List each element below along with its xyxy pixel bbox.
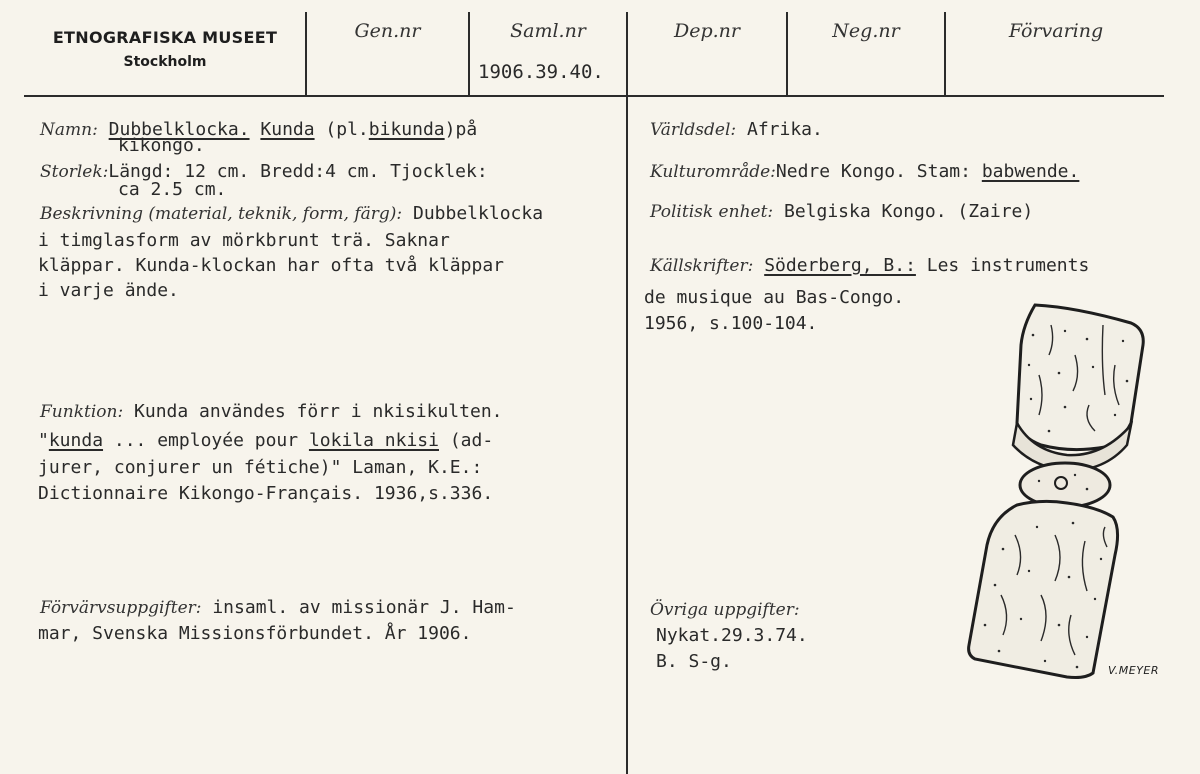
- namn-line-2: kikongo.: [118, 135, 205, 156]
- funktion-label: Funktion:: [40, 402, 124, 422]
- double-bell-drawing: [955, 295, 1160, 680]
- gen-nr-label: Gen.nr: [354, 20, 421, 42]
- column-divider-3: [626, 12, 628, 774]
- forvarv-line-2: mar, Svenska Missionsförbundet. År 1906.: [38, 623, 472, 644]
- forvarv-value-1: insaml. av missionär J. Ham-: [212, 597, 516, 618]
- kallskrifter-line-3: 1956, s.100-104.: [644, 313, 818, 334]
- funktion-line: [40, 400, 503, 424]
- forvarv-line: [40, 596, 516, 620]
- namn-value-4: bikunda: [368, 119, 445, 140]
- header-divider: [24, 95, 1164, 97]
- namn-line: [40, 118, 477, 142]
- storlek-value-1: Längd: 12 cm. Bredd:4 cm. Tjocklek:: [108, 161, 488, 182]
- kallskrifter-value-1: Les instruments: [915, 255, 1090, 276]
- namn-value-1: Dubbelklocka.: [108, 119, 250, 140]
- politisk-label: Politisk enhet:: [650, 202, 774, 222]
- politisk-line: [650, 200, 1033, 224]
- kallskrifter-label: Källskrifter:: [650, 256, 754, 276]
- varldsdel-value: Afrika.: [746, 119, 823, 140]
- museum-name: ETNOGRAFISKA MUSEET: [52, 28, 278, 47]
- ovriga-line: [650, 598, 800, 622]
- saml-nr-label: Saml.nr: [510, 20, 586, 42]
- ovriga-line-3: B. S-g.: [656, 651, 732, 672]
- forvarv-label: Förvärvsuppgifter:: [40, 598, 202, 618]
- kultur-line: [650, 160, 1079, 184]
- kallskrifter-author: Söderberg, B.:: [764, 255, 916, 276]
- funktion-employee: ... employée pour: [103, 430, 309, 451]
- funktion-quote: ": [38, 430, 49, 451]
- beskrivning-line-3: kläppar. Kunda-klockan har ofta två kläppar: [38, 255, 504, 276]
- funktion-line-3: jurer, conjurer un fétiche)" Laman, K.E.:: [38, 457, 483, 478]
- storlek-label: Storlek:: [40, 162, 109, 182]
- namn-value-5: )på: [444, 119, 478, 140]
- kultur-value: Nedre Kongo. Stam:: [775, 161, 982, 182]
- neg-nr-label: Neg.nr: [832, 20, 900, 42]
- namn-label: Namn:: [40, 120, 98, 140]
- namn-value-3: (pl.: [325, 119, 369, 140]
- funktion-line-4: Dictionnaire Kikongo-Français. 1936,s.336.: [38, 483, 494, 504]
- museum-city: Stockholm: [123, 54, 207, 70]
- saml-nr-value: 1906.39.40.: [478, 61, 604, 83]
- varldsdel-label: Världsdel:: [650, 120, 737, 140]
- kallskrifter-line-2: de musique au Bas-Congo.: [644, 287, 905, 308]
- beskrivning-line-4: i varje ände.: [38, 280, 179, 301]
- beskrivning-line: [40, 202, 543, 226]
- kultur-stam: babwende.: [981, 161, 1080, 182]
- dep-nr-label: Dep.nr: [674, 20, 740, 42]
- ovriga-line-2: Nykat.29.3.74.: [656, 625, 808, 646]
- forvaring-label: Förvaring: [1008, 20, 1104, 42]
- funktion-value-1: Kunda användes förr i nkisikulten.: [134, 401, 503, 422]
- funktion-kunda: kunda: [48, 430, 104, 451]
- funktion-lokila: lokila nkisi: [308, 430, 439, 451]
- kallskrifter-line: [650, 254, 1089, 278]
- funktion-line-2: [38, 429, 493, 453]
- ovriga-label: Övriga uppgifter:: [650, 600, 800, 620]
- artist-signature: V.MEYER: [1108, 664, 1160, 677]
- varldsdel-line: [650, 118, 823, 142]
- kultur-label: Kulturområde:: [650, 162, 776, 182]
- funktion-adjurer: (ad-: [438, 430, 494, 451]
- storlek-line-2: ca 2.5 cm.: [118, 179, 227, 200]
- storlek-line: [40, 160, 488, 184]
- beskrivning-value-1: Dubbelklocka: [413, 203, 544, 224]
- namn-value-2: Kunda: [260, 119, 315, 140]
- politisk-value: Belgiska Kongo. (Zaire): [783, 201, 1034, 222]
- beskrivning-label: Beskrivning (material, teknik, form, färg):: [40, 204, 403, 224]
- beskrivning-line-2: i timglasform av mörkbrunt trä. Saknar: [38, 230, 450, 251]
